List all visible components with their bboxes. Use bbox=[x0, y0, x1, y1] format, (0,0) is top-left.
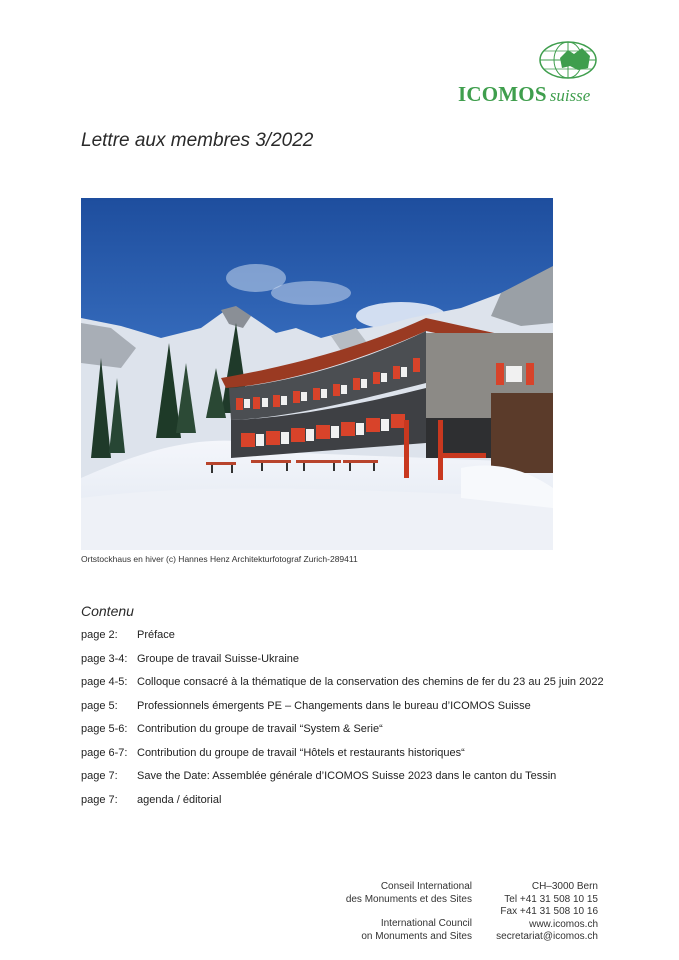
globe-icon bbox=[538, 40, 598, 80]
toc-item bbox=[81, 768, 641, 792]
photo-caption: Ortstockhaus en hiver (c) Hannes Henz Architekturfotograf Zurich-289411 bbox=[81, 554, 358, 564]
chalet-photo bbox=[81, 198, 553, 550]
logo-suffix: suisse bbox=[549, 86, 591, 105]
footer-website-link[interactable]: www.icomos.ch bbox=[529, 918, 598, 930]
toc-text: Préface bbox=[137, 629, 175, 641]
document-title: Lettre aux membres 3/2022 bbox=[81, 130, 314, 151]
toc-item bbox=[81, 745, 641, 769]
toc-page: page 7: bbox=[81, 793, 118, 806]
footer-org-fr-line2: des Monuments et des Sites bbox=[345, 893, 472, 905]
table-of-contents bbox=[81, 627, 641, 815]
toc-text: Contribution du groupe de travail “System & Serie“ bbox=[137, 723, 383, 735]
logo-name: ICOMOS bbox=[458, 82, 547, 106]
footer-org-en-line2: on Monuments and Sites bbox=[361, 930, 472, 942]
footer-fax: Fax +41 31 508 10 16 bbox=[500, 906, 598, 918]
toc-page: page 5-6: bbox=[81, 723, 128, 735]
footer-contact bbox=[480, 881, 598, 944]
contents-heading: Contenu bbox=[81, 603, 134, 619]
toc-item bbox=[81, 792, 641, 816]
footer-email-link[interactable]: secretariat@icomos.ch bbox=[496, 931, 598, 943]
footer-org-en-line1: International Council bbox=[380, 918, 472, 930]
toc-text: Contribution du groupe de travail “Hôtels et restaurants historiques“ bbox=[137, 746, 465, 759]
toc-page: page 6-7: bbox=[81, 746, 128, 759]
footer-tel: Tel +41 31 508 10 15 bbox=[504, 893, 598, 905]
toc-page: page 5: bbox=[81, 699, 118, 712]
toc-page: page 7: bbox=[81, 770, 118, 782]
toc-page: page 2: bbox=[81, 629, 118, 641]
footer-org-fr-line1: Conseil International bbox=[380, 881, 472, 892]
toc-text: agenda / éditorial bbox=[137, 793, 222, 806]
toc-page: page 4-5: bbox=[81, 676, 128, 688]
footer-address: CH–3000 Bern bbox=[531, 881, 598, 892]
toc-item bbox=[81, 721, 641, 745]
toc-text: Groupe de travail Suisse-Ukraine bbox=[137, 652, 300, 665]
toc-text: Colloque consacré à la thématique de la conservation des chemins de fer du 23 au 25 juin 2022 bbox=[137, 676, 604, 688]
icomos-logo bbox=[458, 40, 603, 106]
toc-text: Professionnels émergents PE – Changements dans le bureau d’ICOMOS Suisse bbox=[137, 699, 531, 712]
toc-page: page 3-4: bbox=[81, 652, 128, 665]
footer-organization bbox=[320, 881, 472, 943]
toc-item bbox=[81, 627, 641, 651]
toc-item bbox=[81, 698, 641, 722]
toc-text: Save the Date: Assemblée générale d’ICOMOS Suisse 2023 dans le canton du Tessin bbox=[137, 770, 557, 782]
toc-item bbox=[81, 674, 641, 698]
toc-item bbox=[81, 651, 641, 675]
